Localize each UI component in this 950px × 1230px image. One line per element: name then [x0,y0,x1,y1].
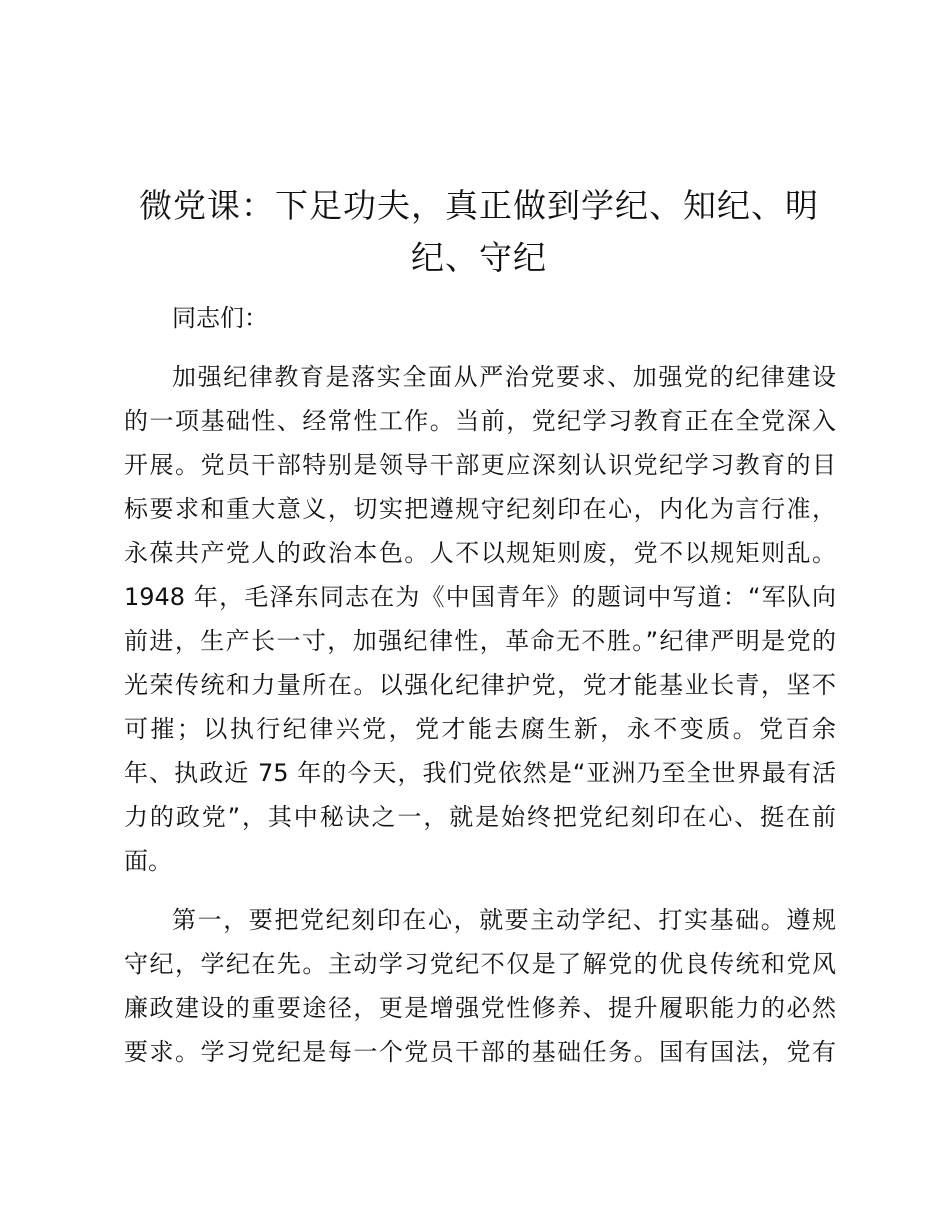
paragraph-1-line: 开展。党员干部特别是领导干部更应深刻认识党纪学习教育的目 [124,451,836,479]
paragraph-2-line: 第一，要把党纪刻印在心，就要主动学纪、打实基础。遵规 [172,906,836,934]
paragraph-2-line: 要求。学习党纪是每一个党员干部的基础任务。国有国法，党有 [124,1038,836,1066]
paragraph-1-line: 光荣传统和力量所在。以强化纪律护党，党才能基业长青，坚不 [124,671,836,699]
salutation: 同志们： [172,304,268,332]
paragraph-1 [124,355,836,883]
salutation-paragraph [124,296,836,340]
title-line-1: 微党课：下足功夫，真正做到学纪、知纪、明 [139,186,819,225]
paragraph-1-line: 年、执政近 75 年的今天，我们党依然是“亚洲乃至全世界最有活 [124,759,836,787]
paragraph-1-line: 永葆共产党人的政治本色。人不以规矩则废，党不以规矩则乱。 [124,539,836,567]
document-body [124,296,836,1089]
paragraph-1-line: 的一项基础性、经常性工作。当前，党纪学习教育正在全党深入 [124,407,836,435]
title-line-2: 纪、守纪 [411,238,547,277]
paragraph-1-line: 力的政党”，其中秘诀之一，就是始终把党纪刻印在心、挺在前 [124,803,836,831]
paragraph-1-line: 面。 [124,847,172,875]
paragraph-1-line: 标要求和重大意义，切实把遵规守纪刻印在心，内化为言行准， [124,495,836,523]
paragraph-2 [124,898,836,1074]
paragraph-2-line: 守纪，学纪在先。主动学习党纪不仅是了解党的优良传统和党风 [124,950,836,978]
paragraph-1-line: 1948 年，毛泽东同志在为《中国青年》的题词中写道：“军队向 [124,583,836,611]
paragraph-1-line: 可摧；以执行纪律兴党，党才能去腐生新，永不变质。党百余 [124,715,836,743]
paragraph-2-line: 廉政建设的重要途径，更是增强党性修养、提升履职能力的必然 [124,994,836,1022]
paragraph-1-line: 加强纪律教育是落实全面从严治党要求、加强党的纪律建设 [172,363,836,391]
paragraph-1-line: 前进，生产长一寸，加强纪律性，革命无不胜。”纪律严明是党的 [124,627,836,655]
document-title [124,180,834,284]
